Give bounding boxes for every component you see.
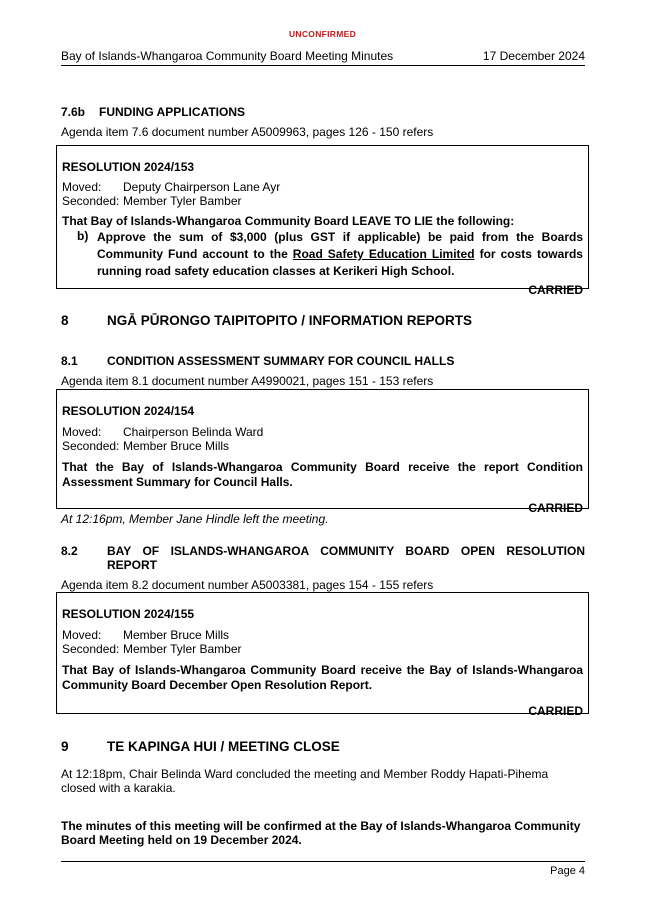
resolution-list-item — [62, 229, 583, 280]
seconded-value: Member Tyler Bamber — [123, 194, 242, 209]
resolution-text: That Bay of Islands-Whangaroa Community Board receive the Bay of Islands-Whangaroa Community Board December Open Resolution Report. — [62, 663, 583, 692]
item-81-title: CONDITION ASSESSMENT SUMMARY FOR COUNCIL HALLS — [107, 354, 455, 368]
section-9-title: TE KAPINGA HUI / MEETING CLOSE — [107, 739, 340, 754]
item-76b-title: FUNDING APPLICATIONS — [99, 105, 245, 119]
moved-label: Moved: — [62, 628, 102, 643]
item-82-number: 8.2 — [61, 544, 78, 558]
item-82-agenda: Agenda item 8.2 document number A5003381, pages 154 - 155 refers — [61, 578, 434, 592]
item-82-title: BAY OF ISLANDS-WHANGAROA COMMUNITY BOARD OPEN RESOLUTION REPORT — [107, 544, 585, 573]
page-number: Page 4 — [550, 865, 585, 877]
seconded-row — [62, 642, 583, 656]
seconded-row — [62, 439, 583, 453]
seconded-value: Member Bruce Mills — [123, 439, 230, 454]
moved-value: Chairperson Belinda Ward — [123, 425, 264, 440]
seconded-label: Seconded: — [62, 194, 120, 209]
resolution-outcome: CARRIED — [528, 282, 583, 297]
item-81-agenda: Agenda item 8.1 document number A4990021, pages 151 - 153 refers — [61, 374, 434, 388]
resolution-outcome: CARRIED — [528, 500, 583, 515]
item-81-number: 8.1 — [61, 354, 78, 368]
header-title: Bay of Islands-Whangaroa Community Board Meeting Minutes — [61, 49, 394, 63]
resolution-title: RESOLUTION 2024/154 — [62, 404, 195, 418]
item-81-note: At 12:16pm, Member Jane Hindle left the meeting. — [61, 512, 329, 526]
section-9-number: 9 — [61, 739, 69, 754]
seconded-label: Seconded: — [62, 439, 120, 454]
resolution-title: RESOLUTION 2024/153 — [62, 160, 195, 174]
resolution-box-155 — [56, 592, 589, 718]
unconfirmed-label: UNCONFIRMED — [288, 29, 357, 39]
seconded-value: Member Tyler Bamber — [123, 642, 242, 657]
item-81-heading — [61, 354, 585, 368]
list-marker: b) — [77, 228, 89, 243]
section-8-title: NGĀ PŪRONGO TAIPITOPITO / INFORMATION REPORTS — [107, 313, 473, 328]
seconded-row — [62, 194, 583, 208]
meeting-close-text: At 12:18pm, Chair Belinda Ward concluded the meeting and Member Roddy Hapati-Pihema closed with a karakia. — [61, 767, 549, 796]
item-76b-agenda: Agenda item 7.6 document number A5009963, pages 126 - 150 refers — [61, 125, 434, 139]
header-rule — [61, 65, 585, 66]
moved-row — [62, 180, 583, 194]
seconded-label: Seconded: — [62, 642, 120, 657]
list-text-before: Approve the sum of $3,000 (plus GST if applicable) be paid from the Boards Community Fund account to the — [97, 229, 583, 261]
section-8-heading — [61, 313, 585, 329]
moved-row — [62, 628, 583, 642]
item-76b-number: 7.6b — [61, 105, 86, 119]
list-text — [97, 229, 583, 280]
header-date: 17 December 2024 — [482, 49, 585, 63]
moved-value: Deputy Chairperson Lane Ayr — [123, 180, 281, 195]
section-8-number: 8 — [61, 313, 69, 328]
resolution-text: That the Bay of Islands-Whangaroa Community Board receive the report Condition Assessment Summary for Council Halls. — [62, 460, 583, 489]
item-76b-heading — [61, 105, 585, 119]
resolution-title: RESOLUTION 2024/155 — [62, 607, 195, 621]
page-header — [61, 49, 585, 63]
organisation-name: Road Safety Education Limited — [292, 246, 475, 261]
list-text-after: for costs towards running road safety education classes at Kerikeri High School. — [97, 246, 583, 278]
moved-label: Moved: — [62, 425, 102, 440]
resolution-intro: That Bay of Islands-Whangaroa Community Board LEAVE TO LIE the following: — [62, 214, 515, 229]
resolution-box-154 — [56, 389, 589, 515]
resolution-box-153 — [56, 145, 589, 297]
item-82-heading — [61, 544, 585, 572]
footer-rule — [61, 861, 585, 862]
moved-label: Moved: — [62, 180, 102, 195]
resolution-outcome: CARRIED — [528, 703, 583, 718]
section-9-heading — [61, 739, 585, 755]
confirmation-note: The minutes of this meeting will be confirmed at the Bay of Islands-Whangaroa Community Board Meeting held on 19 December 2024. — [61, 819, 581, 848]
moved-row — [62, 425, 583, 439]
moved-value: Member Bruce Mills — [123, 628, 230, 643]
